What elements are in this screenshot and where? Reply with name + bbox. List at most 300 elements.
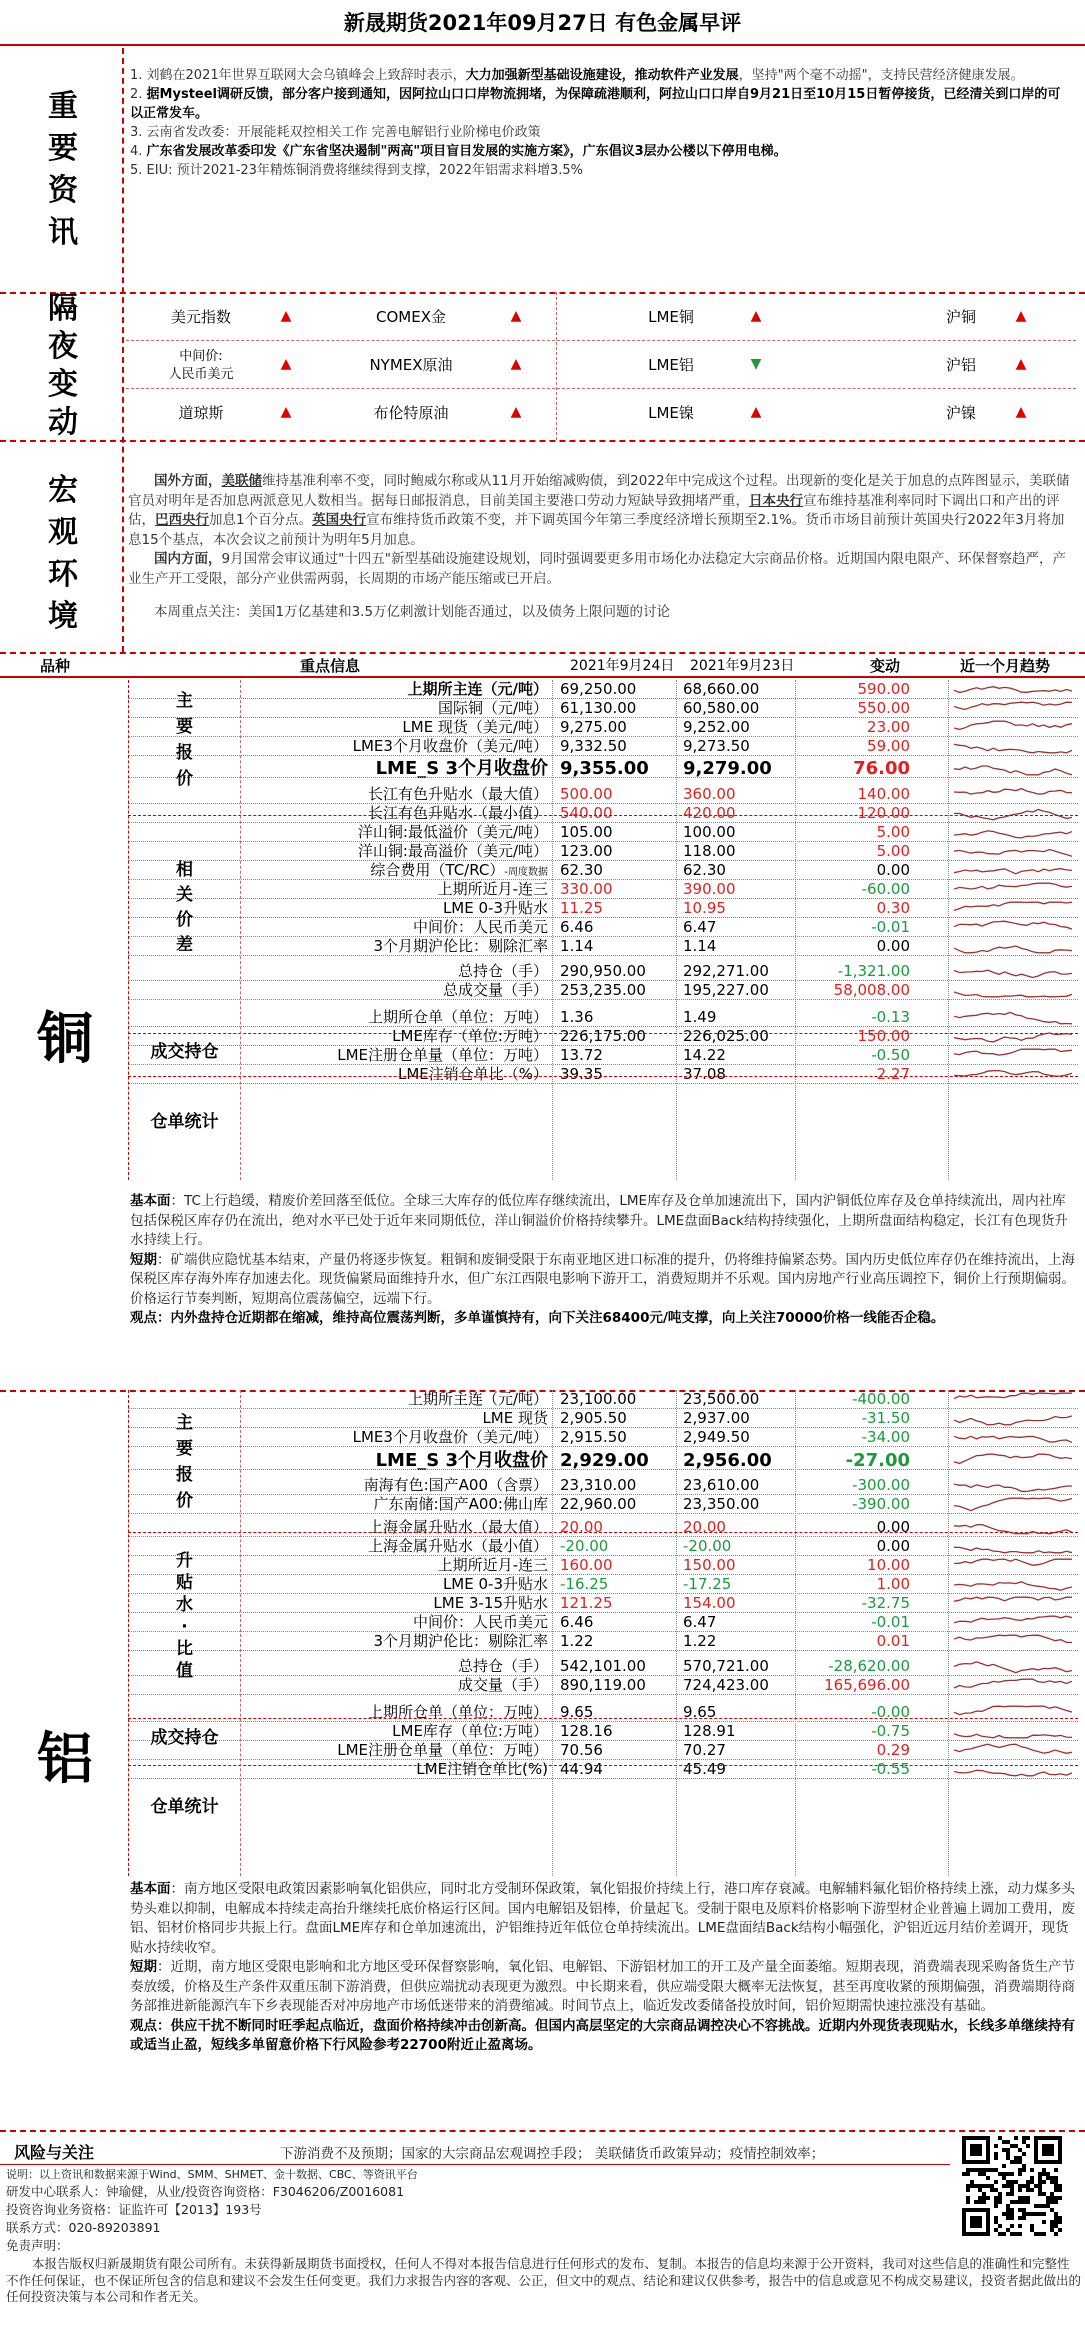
al-change: -31.50 bbox=[861, 1409, 910, 1427]
grid-line bbox=[948, 680, 949, 1180]
al-value-current: 121.25 bbox=[560, 1594, 613, 1612]
copper-change: 5.00 bbox=[876, 823, 910, 841]
trend-line bbox=[954, 992, 1072, 997]
al-group-label: 仓单统计 bbox=[150, 1797, 219, 1817]
copper-row-label bbox=[353, 737, 548, 756]
divider bbox=[0, 2164, 950, 2165]
trend-line bbox=[954, 946, 1072, 953]
down-arrow-icon: ▼ bbox=[750, 356, 762, 372]
al-basic: ：南方地区受限电政策因素影响氧化铝供应，同时北方受制环保政策，氧化铝报价持续上行，港口库存衰减。电解辅料氟化铝价格持续上涨，动力煤多头势头难以抑制，电解成本持续走高抬升继续托底价格运行区间。国内电解铝及铝棒，价量起飞。受制于限电及原料价格影响下游型材企业普遍上调加工费用，废铝、铝材价格同步共振上行。盘面LME库存和仓单加速流出，沪铝维持近年低位仓单持续流出。LME盘面结Back结构小幅强化，沪铝近远月结价差调开，现货贴水持续收窄。 bbox=[130, 1881, 1075, 1956]
up-arrow-icon: ▲ bbox=[750, 308, 762, 324]
copper-row-label bbox=[392, 1027, 548, 1046]
trend-line bbox=[954, 1559, 1072, 1565]
copper-change: 590.00 bbox=[857, 680, 910, 698]
al-trend-sparkline bbox=[954, 1742, 1072, 1759]
copper-value-current: 1.36 bbox=[560, 1008, 594, 1026]
grid-line bbox=[128, 680, 129, 1180]
divider bbox=[0, 440, 1085, 442]
news-item bbox=[130, 142, 1070, 161]
copper-value-prev: 1.14 bbox=[683, 937, 717, 955]
news-text: ，坚持"两个毫不动摇"，支持民营经济健康发展。 bbox=[738, 68, 1024, 83]
al-change: 10.00 bbox=[867, 1556, 910, 1574]
copper-change: 5.00 bbox=[876, 842, 910, 860]
copper-trend-sparkline bbox=[954, 881, 1072, 898]
col-header: 2021年9月24日 bbox=[570, 658, 675, 674]
al-row-label bbox=[368, 1537, 548, 1556]
grid-line bbox=[128, 1076, 1078, 1077]
copper-value-current: 9,332.50 bbox=[560, 737, 627, 755]
al-value-current: 44.94 bbox=[560, 1760, 603, 1778]
copper-row-label bbox=[438, 699, 548, 718]
copper-trend-sparkline bbox=[954, 700, 1072, 717]
source-note: 说明：以上资讯和数据来源于Wind、SMM、SHMET、金十数据、CBC、等资讯平台 bbox=[6, 2168, 418, 2181]
copper-view-label: 观点： bbox=[130, 1310, 171, 1326]
grid-line bbox=[795, 680, 796, 1180]
overnight-item-name: NYMEX原油 bbox=[369, 356, 453, 374]
trend-line bbox=[954, 702, 1072, 709]
grid-line bbox=[128, 1045, 1078, 1046]
copper-value-current: 123.00 bbox=[560, 842, 613, 860]
grid-line bbox=[128, 755, 1078, 756]
trend-line bbox=[954, 1770, 1072, 1776]
al-value-prev: -20.00 bbox=[683, 1537, 732, 1555]
grid-line bbox=[948, 1390, 949, 1876]
copper-value-current: 61,130.00 bbox=[560, 699, 637, 717]
news-text: 1. 刘鹤在2021年世界互联网大会乌镇峰会上致辞时表示， bbox=[130, 68, 466, 83]
row-name: 上期所仓单（单位：万吨） bbox=[367, 1008, 548, 1026]
aluminum-analysis bbox=[130, 1880, 1078, 2056]
row-name: 上期所仓单（单位：万吨） bbox=[367, 1703, 548, 1721]
trend-line bbox=[954, 1616, 1072, 1623]
news-item bbox=[130, 66, 1070, 85]
trend-line bbox=[954, 687, 1072, 693]
al-value-prev: 2,937.00 bbox=[683, 1409, 750, 1427]
al-row-label bbox=[458, 1676, 548, 1695]
news-text: 3. 云南省发改委：开展能耗双控相关工作 完善电解铝行业阶梯电价政策 bbox=[130, 125, 541, 140]
grid-line bbox=[128, 955, 1078, 956]
macro-text bbox=[128, 472, 1076, 623]
copper-value-prev: 9,252.00 bbox=[683, 718, 750, 736]
al-value-prev: 23,350.00 bbox=[683, 1495, 760, 1513]
copper-value-prev: 360.00 bbox=[683, 785, 736, 803]
copper-row-label bbox=[358, 823, 548, 842]
row-name: 成交量（手） bbox=[457, 1676, 548, 1694]
overnight-item-name: COMEX金 bbox=[376, 308, 446, 326]
grid-line bbox=[552, 680, 553, 1180]
copper-trend-sparkline bbox=[954, 843, 1072, 860]
al-trend-sparkline bbox=[954, 1595, 1072, 1612]
al-row-label bbox=[368, 1703, 548, 1722]
trend-line bbox=[954, 1662, 1072, 1673]
disclaimer-text: 本报告版权归新晟期货有限公司所有。未获得新晟期货书面授权，任何人不得对本报告信息进行任何形式的发布、复制。本报告的信息均来源于公开资料，我司对这些信息的准确性和完整性不作任何保证，也不保证所包含的信息和建议不会发生任何变更。我们力求报告内容的客观、公正，但文中的观点、结论和建议仅供参考，报告中的信息或意见不构成交易建议，投资者据此做出的任何投资决策与本公司和作者无关。 bbox=[6, 2256, 1082, 2304]
al-change: 0.00 bbox=[876, 1518, 910, 1536]
al-trend-sparkline bbox=[954, 1496, 1072, 1513]
macro-boj: 日本央行 bbox=[749, 492, 803, 509]
al-value-prev: 23,500.00 bbox=[683, 1390, 760, 1408]
grid-line bbox=[128, 1759, 1078, 1760]
copper-value-prev: 100.00 bbox=[683, 823, 736, 841]
qr-code-icon bbox=[962, 2136, 1062, 2236]
copper-label: 铜 bbox=[37, 1007, 93, 1072]
macro-boe: 英国央行 bbox=[312, 512, 367, 528]
al-row-label bbox=[392, 1722, 548, 1741]
row-name: LME 3-15升贴水 bbox=[433, 1594, 548, 1612]
al-value-current: 542,101.00 bbox=[560, 1657, 646, 1675]
al-change: -0.55 bbox=[871, 1760, 910, 1778]
copper-row-label bbox=[368, 804, 548, 823]
overnight-item-name: 道琼斯 bbox=[178, 404, 224, 422]
al-value-current: 160.00 bbox=[560, 1556, 613, 1574]
row-name: 南海有色:国产A00（含票） bbox=[363, 1476, 548, 1494]
al-row-label bbox=[373, 1632, 548, 1651]
al-trend-sparkline bbox=[954, 1410, 1072, 1427]
copper-value-current: 105.00 bbox=[560, 823, 613, 841]
al-change: 0.29 bbox=[876, 1741, 910, 1759]
row-name: 中间价：人民币美元 bbox=[412, 918, 548, 936]
grid-line bbox=[128, 1390, 129, 1876]
al-trend-sparkline bbox=[954, 1677, 1072, 1694]
copper-value-prev: 1.49 bbox=[683, 1008, 717, 1026]
grid-line bbox=[128, 1778, 1078, 1779]
table-header bbox=[0, 654, 1085, 678]
overnight-item-name: LME铝 bbox=[648, 356, 694, 374]
col-header: 近一个月趋势 bbox=[960, 657, 1051, 675]
al-change: -0.75 bbox=[871, 1722, 910, 1740]
copper-change: -0.13 bbox=[871, 1008, 910, 1026]
col-header: 变动 bbox=[870, 657, 901, 675]
divider bbox=[122, 48, 124, 652]
al-trend-sparkline bbox=[954, 1557, 1072, 1574]
row-name: LME注册仓单量（单位：万吨） bbox=[337, 1741, 548, 1759]
copper-trend-sparkline bbox=[954, 681, 1072, 698]
row-name: LME 现货（美元/吨） bbox=[402, 718, 548, 736]
copper-table bbox=[0, 680, 1085, 1180]
macro-label-foreign: 国外方面， bbox=[154, 473, 222, 489]
phone-line: 联系方式：020-89203891 bbox=[6, 2220, 161, 2235]
up-arrow-icon: ▲ bbox=[1015, 404, 1027, 420]
up-arrow-icon: ▲ bbox=[510, 308, 522, 324]
overnight-section-label bbox=[8, 290, 118, 442]
copper-trend-sparkline bbox=[954, 938, 1072, 955]
macro-text: 加息1个百分点。 bbox=[209, 512, 313, 528]
grid-line bbox=[128, 1532, 1078, 1533]
al-trend-sparkline bbox=[954, 1391, 1072, 1408]
copper-change: 150.00 bbox=[857, 1027, 910, 1045]
copper-trend-sparkline bbox=[954, 719, 1072, 736]
grid-line bbox=[128, 936, 1078, 937]
news-text: 2. bbox=[130, 87, 147, 102]
copper-value-current: 6.46 bbox=[560, 918, 594, 936]
al-value-current: -20.00 bbox=[560, 1537, 609, 1555]
copper-row-label bbox=[443, 981, 548, 1000]
copper-value-prev: 6.47 bbox=[683, 918, 717, 936]
trend-line bbox=[954, 1597, 1072, 1601]
disclaimer-label: 免责声明： bbox=[6, 2238, 69, 2253]
copper-group-label: 相 关 价 差 bbox=[176, 860, 193, 955]
up-arrow-icon: ▲ bbox=[280, 356, 292, 372]
al-value-prev: 1.22 bbox=[683, 1632, 717, 1650]
al-short-label: 短期 bbox=[130, 1959, 157, 1975]
copper-change: -0.01 bbox=[871, 918, 910, 936]
row-name: LME 0-3升贴水 bbox=[442, 899, 548, 917]
row-name: LME3个月收盘价（美元/吨） bbox=[352, 737, 548, 755]
macro-bcb: 巴西央行 bbox=[155, 512, 209, 528]
grid-line bbox=[676, 680, 677, 1180]
al-value-prev: 154.00 bbox=[683, 1594, 736, 1612]
grid-line bbox=[552, 1390, 553, 1876]
al-row-label bbox=[337, 1741, 548, 1760]
overnight-item-name: 沪镍 bbox=[945, 404, 976, 422]
macro-label-domestic: 国内方面， bbox=[154, 551, 222, 567]
grid-line bbox=[128, 1446, 1078, 1447]
contact-line: 研发中心联系人：钟瑜健，从业/投资咨询资格：F3046206/Z0016081 bbox=[6, 2184, 405, 2199]
al-trend-sparkline bbox=[954, 1477, 1072, 1494]
news-bold: 据Mysteel调研反馈，部分客户接到通知，因阿拉山口口岸物流拥堵，为保障疏港顺利，阿拉山口口岸自9月21日至10月15日暂停接货，已经清关到口岸的可以正常发车。 bbox=[130, 87, 1061, 121]
page-title: 新晟期货2021年09月27日 有色金属早评 bbox=[0, 0, 1085, 46]
trend-line bbox=[954, 721, 1072, 729]
grid-line bbox=[128, 1631, 1078, 1632]
copper-change: 0.00 bbox=[876, 861, 910, 879]
trend-line bbox=[954, 869, 1072, 874]
trend-line bbox=[954, 1454, 1072, 1463]
copper-value-prev: 60,580.00 bbox=[683, 699, 760, 717]
row-name: LME3个月收盘价（美元/吨） bbox=[352, 1428, 548, 1446]
al-row-label bbox=[353, 1428, 548, 1447]
copper-row-label bbox=[413, 918, 548, 937]
copper-value-current: 11.25 bbox=[560, 899, 603, 917]
al-change: -0.00 bbox=[871, 1703, 910, 1721]
copper-value-current: 253,235.00 bbox=[560, 981, 646, 999]
row-name: 洋山铜:最高溢价（美元/吨） bbox=[357, 842, 548, 860]
al-value-prev: 570,721.00 bbox=[683, 1657, 769, 1675]
al-value-current: 20.00 bbox=[560, 1518, 603, 1536]
copper-value-current: 9,355.00 bbox=[560, 758, 649, 779]
copper-change: -60.00 bbox=[861, 880, 910, 898]
copper-value-prev: 9,273.50 bbox=[683, 737, 750, 755]
al-trend-sparkline bbox=[954, 1452, 1072, 1469]
copper-change: -1,321.00 bbox=[837, 962, 910, 980]
copper-row-label bbox=[337, 1046, 548, 1065]
al-value-prev: 724,423.00 bbox=[683, 1676, 769, 1694]
grid-line bbox=[128, 1740, 1078, 1741]
grid-line bbox=[128, 815, 1078, 816]
copper-row-label bbox=[402, 718, 548, 737]
macro-fed: 美联储 bbox=[221, 473, 262, 489]
up-arrow-icon: ▲ bbox=[510, 404, 522, 420]
row-name: 上海金属升贴水（最大值） bbox=[367, 1518, 548, 1536]
up-arrow-icon: ▲ bbox=[750, 404, 762, 420]
overnight-item-name: 中间价: 人民币美元 bbox=[168, 349, 234, 382]
news-bold: 大力加强新型基础设施建设，推动软件产业发展 bbox=[465, 68, 739, 83]
up-arrow-icon: ▲ bbox=[280, 404, 292, 420]
overnight-grid bbox=[126, 292, 1076, 440]
al-change: -28,620.00 bbox=[828, 1657, 910, 1675]
al-group-label: 成交持仓 bbox=[150, 1728, 219, 1748]
overnight-item-name: 美元指数 bbox=[170, 308, 231, 326]
grid-line bbox=[128, 1033, 1078, 1034]
grid-line bbox=[240, 680, 241, 1180]
news-item bbox=[130, 123, 1070, 142]
row-name: 综合费用（TC/RC） bbox=[370, 861, 505, 879]
news-item bbox=[130, 85, 1070, 123]
news-item bbox=[130, 161, 1070, 180]
al-row-label bbox=[408, 1390, 548, 1409]
al-change: -34.00 bbox=[861, 1428, 910, 1446]
copper-row-label bbox=[368, 1008, 548, 1027]
copper-trend-sparkline bbox=[954, 1047, 1072, 1064]
col-header: 品种 bbox=[40, 657, 71, 675]
trend-line bbox=[954, 970, 1072, 977]
row-name: 3个月期沪伦比：剔除汇率 bbox=[373, 937, 548, 955]
al-value-current: 23,310.00 bbox=[560, 1476, 637, 1494]
al-change: 0.01 bbox=[876, 1632, 910, 1650]
trend-line bbox=[954, 1706, 1072, 1714]
copper-change: 59.00 bbox=[867, 737, 910, 755]
news-text: 5. EIU: 预计2021-23年精炼铜消费将继续得到支撑，2022年铝需求料增3.5% bbox=[130, 163, 584, 178]
row-suffix: -周度数据 bbox=[504, 867, 548, 878]
al-trend-sparkline bbox=[954, 1658, 1072, 1675]
al-value-prev: 128.91 bbox=[683, 1722, 736, 1740]
al-value-current: 2,915.50 bbox=[560, 1428, 627, 1446]
overnight-item-name: 布伦特原油 bbox=[373, 404, 449, 422]
row-name: LME库存（单位:万吨） bbox=[392, 1722, 548, 1740]
row-name: LME 现货 bbox=[482, 1409, 548, 1427]
al-row-label bbox=[376, 1451, 548, 1470]
grid-line bbox=[128, 1765, 1078, 1766]
al-value-prev: 2,956.00 bbox=[683, 1450, 772, 1471]
copper-value-current: 330.00 bbox=[560, 880, 613, 898]
row-name: 上期所主连（元/吨） bbox=[407, 680, 548, 698]
trend-line bbox=[954, 902, 1072, 910]
copper-trend-sparkline bbox=[954, 982, 1072, 999]
row-name: 总成交量（手） bbox=[442, 981, 548, 999]
al-value-prev: 150.00 bbox=[683, 1556, 736, 1574]
macro-label-text: 宏观环境 bbox=[48, 473, 78, 634]
row-name: 3个月期沪伦比：剔除汇率 bbox=[373, 1632, 548, 1650]
al-short: ：近期，南方地区受限电影响和北方地区受环保督察影响，氧化铝、电解铝、下游铝材加工的开工及产量全面萎缩。短期表现，消费端表现采购备货生产节奏放缓，价格及生产条件双重压制下游消费，但供应端扰动表现更为激烈。中长期来看，供应端受限大概率无法恢复，甚至再度收紧的预期偏强，消费端期待商务部推进新能源汽车下乡表现能否对冲房地产市场低迷带来的消费缩减。时间节点上，临近发改委储备投放时间，铝价短期需快速拉涨没有基础。 bbox=[130, 1959, 1075, 2014]
row-name: 总持仓（手） bbox=[457, 1657, 548, 1675]
al-row-label bbox=[368, 1518, 548, 1537]
copper-value-prev: 118.00 bbox=[683, 842, 736, 860]
copper-value-prev: 10.95 bbox=[683, 899, 726, 917]
grid-line bbox=[128, 917, 1078, 918]
al-change: -32.75 bbox=[861, 1594, 910, 1612]
copper-trend-sparkline bbox=[954, 900, 1072, 917]
al-value-current: -16.25 bbox=[560, 1575, 609, 1593]
macro-text: 9月国常会审议通过"十四五"新型基础设施建设规划，同时强调要更多用市场化办法稳定大宗商品价格。近期国内限电限产、环保督察趋严，产业生产开工受限，部分产业供需两弱，长周期的市场产能压缩或已开启。 bbox=[128, 551, 1067, 587]
up-arrow-icon: ▲ bbox=[1015, 308, 1027, 324]
copper-value-prev: 9,279.00 bbox=[683, 758, 772, 779]
copper-short: ：矿端供应隐忧基本结束，产量仍将逐步恢复。粗铜和废铜受限于东南亚地区进口标准的提升，仍将维持偏紧态势。国内历史低位库存仍在维持流出，上海保税区库存海外库存加速去化。现货偏紧局面维持升水，但广东江西限电影响下游开工，消费短期并不乐观。国内房地产行业高压调控下，铜价上行预期偏弱。价格运行节奏判断，短期高位震荡偏空，远端下行。 bbox=[130, 1251, 1075, 1307]
trend-line bbox=[954, 1734, 1072, 1738]
copper-row-label bbox=[373, 937, 548, 956]
copper-trend-sparkline bbox=[954, 738, 1072, 755]
trend-line bbox=[954, 1012, 1072, 1023]
trend-line bbox=[954, 1484, 1072, 1491]
copper-value-current: 540.00 bbox=[560, 804, 613, 822]
al-change: 165,696.00 bbox=[824, 1676, 910, 1694]
row-name: 上期所近月-连三 bbox=[437, 1556, 548, 1574]
copper-row-label bbox=[358, 842, 548, 861]
al-change: -0.01 bbox=[871, 1613, 910, 1631]
al-row-label bbox=[374, 1495, 548, 1514]
grid-line bbox=[128, 999, 1078, 1000]
news-list bbox=[130, 66, 1070, 180]
trend-line bbox=[954, 1498, 1072, 1510]
row-name: 上海金属升贴水（最小值） bbox=[367, 1537, 548, 1555]
al-value-current: 22,960.00 bbox=[560, 1495, 637, 1513]
row-name: LME注册仓单量（单位：万吨） bbox=[337, 1046, 548, 1064]
grid-line bbox=[128, 1650, 1078, 1651]
row-name: LME_S 3个月收盘价 bbox=[375, 758, 548, 779]
trend-line bbox=[954, 1635, 1072, 1642]
copper-value-prev: 14.22 bbox=[683, 1046, 726, 1064]
trend-line bbox=[954, 850, 1072, 857]
al-trend-sparkline bbox=[954, 1723, 1072, 1740]
row-name: LME注销仓单比（%） bbox=[397, 1065, 548, 1083]
row-name: 长江有色升贴水（最大值） bbox=[367, 785, 548, 803]
news-section-label bbox=[8, 86, 118, 254]
al-row-label bbox=[443, 1575, 548, 1594]
al-trend-sparkline bbox=[954, 1614, 1072, 1631]
news-label-text: 重要资讯 bbox=[48, 89, 78, 250]
trend-line bbox=[954, 1049, 1072, 1055]
al-row-label bbox=[416, 1760, 548, 1779]
copper-value-current: 9,275.00 bbox=[560, 718, 627, 736]
copper-trend-sparkline bbox=[954, 919, 1072, 936]
copper-value-prev: 226,025.00 bbox=[683, 1027, 769, 1045]
al-value-current: 2,905.50 bbox=[560, 1409, 627, 1427]
al-value-current: 70.56 bbox=[560, 1741, 603, 1759]
grid-line bbox=[128, 777, 1078, 778]
row-name: LME注销仓单比(%) bbox=[416, 1760, 548, 1778]
al-change: -390.00 bbox=[852, 1495, 910, 1513]
al-basic-label: 基本面 bbox=[130, 1881, 171, 1897]
row-name: 上期所主连（元/吨） bbox=[407, 1390, 548, 1408]
overnight-item-name: 沪铜 bbox=[945, 308, 976, 326]
copper-value-current: 13.72 bbox=[560, 1046, 603, 1064]
copper-value-current: 1.14 bbox=[560, 937, 594, 955]
grid-line bbox=[556, 292, 557, 440]
trend-line bbox=[954, 883, 1072, 889]
copper-row-label bbox=[370, 861, 548, 880]
row-name: 洋山铜:最低溢价（美元/吨） bbox=[357, 823, 548, 841]
grid-line bbox=[676, 1390, 677, 1876]
news-bold: 广东省发展改革委印发《广东省坚决遏制"两高"项目盲目发展的实施方案》，广东倡议3层办公楼以下停用电梯。 bbox=[146, 144, 787, 159]
trend-line bbox=[954, 1436, 1072, 1442]
al-value-prev: 9.65 bbox=[683, 1703, 717, 1721]
al-group-label: 主 要 报 价 bbox=[176, 1413, 193, 1511]
copper-row-label bbox=[398, 1065, 548, 1084]
divider bbox=[0, 2130, 1085, 2132]
al-change: 1.00 bbox=[876, 1575, 910, 1593]
col-header: 2021年9月23日 bbox=[690, 658, 795, 674]
overnight-item-name: LME铜 bbox=[648, 308, 694, 326]
risk-text: 下游消费不及预期；国家的大宗商品宏观调控手段； 美联储货币政策异动；疫情控制效率； bbox=[280, 2146, 825, 2162]
news-text: 4. bbox=[130, 144, 147, 159]
copper-row-label bbox=[368, 785, 548, 804]
up-arrow-icon: ▲ bbox=[1015, 356, 1027, 372]
al-row-label bbox=[433, 1594, 548, 1613]
copper-row-label bbox=[376, 759, 548, 778]
grid-line bbox=[126, 340, 1076, 341]
al-change: -27.00 bbox=[845, 1450, 910, 1471]
al-value-prev: 2,949.50 bbox=[683, 1428, 750, 1446]
copper-value-prev: 37.08 bbox=[683, 1065, 726, 1083]
copper-change: 140.00 bbox=[857, 785, 910, 803]
al-value-current: 9.65 bbox=[560, 1703, 594, 1721]
grid-line bbox=[128, 1612, 1078, 1613]
